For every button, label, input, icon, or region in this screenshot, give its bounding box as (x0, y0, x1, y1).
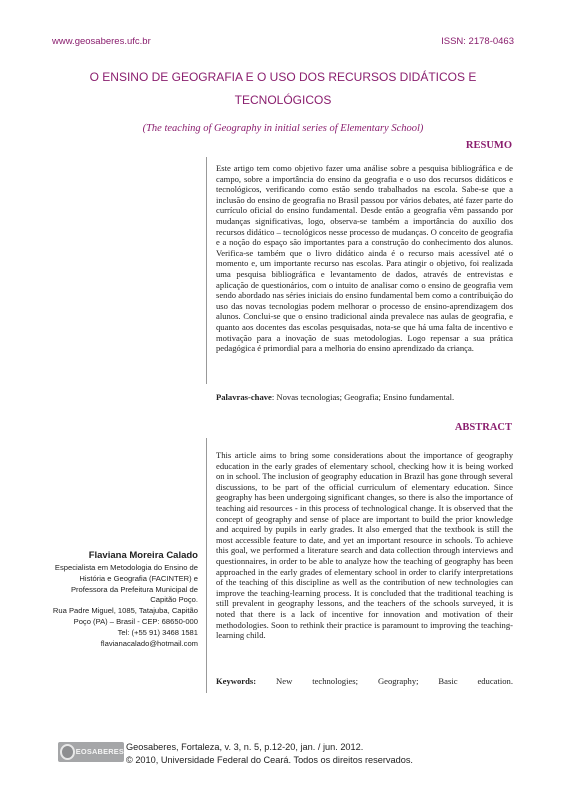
globe-icon (60, 744, 75, 760)
resumo-keywords-label: Palavras-chave (216, 392, 272, 402)
author-name: Flaviana Moreira Calado (88, 550, 198, 561)
article-title-line-2: TECNOLÓGICOS (234, 93, 332, 107)
abstract-text: This article aims to bring some considerations about the importance of geography education in the early grades of elementary school, checking how it is being worked on in school. The inclusion of geography education in Brazil has gone through several discussions, to be part of the official curriculum of elementary education. Since geography has been undergoing significant changes, so there is also the importance of teaching aid resources - in this process of technological change. It is observed that the concept of geography and sense of place are important to build the prior knowledge and acquired by pupils in early grades. It also emerged that the textbook is still the most accessible feature to date, and yet an important resource in schools. To achieve this goal, we performed a literature search and data collection through interviews and questionnaires, in order to be able to analyze how the teaching of geography has been approached in the early grades of elementary school in order to clarify interpretations of the teaching of this discipline as well as the contribution of new technologies can improve the teaching-learning process. It is concluded that the traditional teaching is still prevalent in geography lessons, and the teachers of the schools surveyed, it is noted that there is a lack of incentive for innovation and motivation of their methodologies. Soon to rethink their practice is paramount to improving the teaching-learning child. (216, 450, 513, 641)
abstract-keywords-label: Keywords: (216, 676, 257, 686)
resumo-keywords-value: : Novas tecnologias; Geografia; Ensino fundamental. (271, 392, 455, 402)
resumo-heading: RESUMO (465, 140, 512, 151)
resumo-divider (206, 157, 207, 384)
author-affiliation-line: Capitão Poço. (150, 595, 198, 605)
author-affiliation-line: Professora da Prefeitura Municipal de (70, 584, 198, 594)
copyright-notice: © 2010, Universidade Federal do Ceará. Todos os direitos reservados. (126, 754, 413, 765)
resumo-keywords (216, 392, 513, 403)
author-info (40, 549, 198, 649)
resumo-text: Este artigo tem como objetivo fazer uma análise sobre a pesquisa bibliográfica e de campo, sobre a importância do ensino da geografia e o uso dos recursos didáticos e tecnológicos, verificando como estão sendo trabalhados na escola. Sabe-se que a inclusão do ensino de geografia no Brasil passou por vários debates, até fazer parte do currículo oficial do ensino fundamental. Desde então a geografia vêm passando por mudanças significativas, logo, observa-se também a importância do auxílio dos recursos didático – tecnológicos nesse processo de mudanças. O conceito de geografia e a noção do espaço são importantes para a construção do conhecimento dos alunos. Verifica-se também que o livro didático ainda é o recurso mais acessível até o momento e, um importante recurso nas escolas. Para atingir o objetivo, foi realizada uma pesquisa bibliográfica e levantamento de dados, através de entrevistas e aplicação de questionários, com o intuito de analisar como o ensino de geografia vem sendo abordado nas séries iniciais do ensino fundamental bem como a contribuição do uso das novas tecnologias podem melhorar o processo de ensino-aprendizagem dos alunos. Conclui-se que o ensino tradicional ainda prevalece nas aulas de geografia, e quanto aos docentes das escolas pesquisadas, nota-se que há uma falta de incentivo e motivação para a inovação de suas metodologias. Logo repensar a sua prática pedagógica é primordial para a melhoria do ensino aprendizado da criança. (216, 163, 513, 354)
author-affiliation-line: Especialista em Metodologia do Ensino de (54, 563, 198, 572)
journal-citation: Geosaberes, Fortaleza, v. 3, n. 5, p.12-20, jan. / jun. 2012. (126, 742, 364, 752)
footer-text (126, 741, 413, 766)
logo-text: EOSABERES (75, 746, 124, 756)
geosaberes-logo (58, 742, 124, 762)
article-subtitle: (The teaching of Geography in initial series of Elementary School) (142, 123, 424, 134)
journal-website[interactable]: www.geosaberes.ufc.br (52, 36, 151, 47)
author-phone: Tel: (+55 91) 3468 1581 (117, 627, 198, 637)
abstract-divider (206, 438, 207, 693)
author-affiliation-line: História e Geografia (FACINTER) e (79, 573, 198, 583)
article-title (60, 66, 506, 112)
article-title-line-1: O ENSINO DE GEOGRAFIA E O USO DOS RECURSOS DIDÁTICOS E (89, 70, 477, 84)
abstract-keywords-value: New technologies; Geography; Basic education. (276, 676, 514, 686)
issn: ISSN: 2178-0463 (441, 36, 514, 47)
abstract-keywords (216, 676, 513, 687)
author-address-line: Rua Padre Miguel, 1085, Tatajuba, Capitão (52, 606, 198, 616)
abstract-heading: ABSTRACT (454, 422, 512, 433)
author-address-line: Poço (PA) – Brasil - CEP: 68650-000 (73, 616, 198, 626)
author-email[interactable]: flavianacalado@hotmail.com (100, 638, 198, 648)
page-footer (58, 741, 413, 766)
